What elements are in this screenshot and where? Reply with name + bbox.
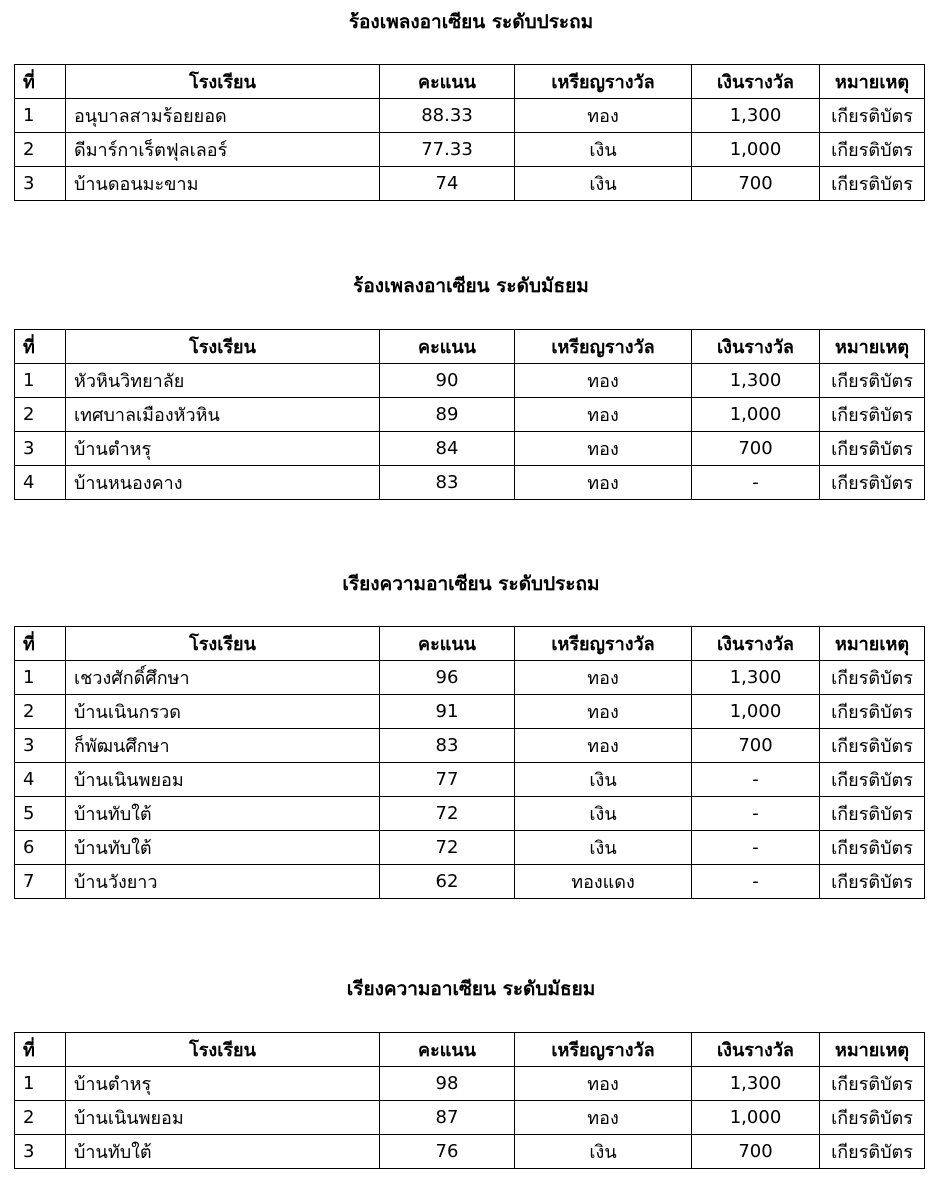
cell-score: 72 bbox=[380, 831, 515, 865]
table-row bbox=[15, 831, 925, 865]
cell-prize-money: 700 bbox=[692, 729, 820, 763]
cell-school: เทศบาลเมืองหัวหิน bbox=[66, 398, 380, 432]
cell-score: 96 bbox=[380, 661, 515, 695]
cell-score: 83 bbox=[380, 729, 515, 763]
cell-no: 3 bbox=[15, 1135, 66, 1169]
cell-note: เกียรติบัตร bbox=[820, 695, 925, 729]
cell-score: 87 bbox=[380, 1101, 515, 1135]
cell-note: เกียรติบัตร bbox=[820, 865, 925, 899]
cell-no: 1 bbox=[15, 1067, 66, 1101]
cell-no: 3 bbox=[15, 729, 66, 763]
table-row bbox=[15, 167, 925, 201]
cell-no: 3 bbox=[15, 167, 66, 201]
cell-prize-money: 700 bbox=[692, 167, 820, 201]
cell-score: 77.33 bbox=[380, 133, 515, 167]
cell-no: 2 bbox=[15, 133, 66, 167]
cell-school: อนุบาลสามร้อยยอด bbox=[66, 99, 380, 133]
header-medal: เหรียญรางวัล bbox=[515, 330, 692, 364]
cell-medal: ทอง bbox=[515, 364, 692, 398]
cell-prize-money: 1,000 bbox=[692, 133, 820, 167]
header-score: คะแนน bbox=[380, 1033, 515, 1067]
cell-no: 5 bbox=[15, 797, 66, 831]
cell-prize-money: - bbox=[692, 763, 820, 797]
cell-score: 77 bbox=[380, 763, 515, 797]
cell-note: เกียรติบัตร bbox=[820, 831, 925, 865]
cell-score: 72 bbox=[380, 797, 515, 831]
table-row bbox=[15, 466, 925, 500]
header-note: หมายเหตุ bbox=[820, 65, 925, 99]
cell-score: 91 bbox=[380, 695, 515, 729]
cell-note: เกียรติบัตร bbox=[820, 661, 925, 695]
cell-medal: ทอง bbox=[515, 398, 692, 432]
cell-school: ดีมาร์กาเร็ตฟุลเลอร์ bbox=[66, 133, 380, 167]
cell-school: บ้านดอนมะขาม bbox=[66, 167, 380, 201]
header-school: โรงเรียน bbox=[66, 65, 380, 99]
table-row bbox=[15, 398, 925, 432]
table-row bbox=[15, 133, 925, 167]
cell-prize-money: 1,000 bbox=[692, 1101, 820, 1135]
cell-prize-money: - bbox=[692, 831, 820, 865]
cell-medal: เงิน bbox=[515, 167, 692, 201]
header-note: หมายเหตุ bbox=[820, 330, 925, 364]
cell-prize-money: 1,300 bbox=[692, 364, 820, 398]
table-row bbox=[15, 763, 925, 797]
table-row bbox=[15, 797, 925, 831]
cell-note: เกียรติบัตร bbox=[820, 466, 925, 500]
cell-medal: ทอง bbox=[515, 729, 692, 763]
cell-medal: ทอง bbox=[515, 661, 692, 695]
cell-medal: ทอง bbox=[515, 1101, 692, 1135]
cell-no: 4 bbox=[15, 466, 66, 500]
cell-medal: ทอง bbox=[515, 432, 692, 466]
table-row bbox=[15, 1101, 925, 1135]
cell-prize-money: 1,000 bbox=[692, 695, 820, 729]
cell-note: เกียรติบัตร bbox=[820, 398, 925, 432]
cell-school: บ้านเนินพยอม bbox=[66, 763, 380, 797]
cell-school: บ้านวังยาว bbox=[66, 865, 380, 899]
header-score: คะแนน bbox=[380, 330, 515, 364]
cell-prize-money: 700 bbox=[692, 1135, 820, 1169]
header-prize-money: เงินรางวัล bbox=[692, 65, 820, 99]
cell-no: 1 bbox=[15, 364, 66, 398]
cell-score: 62 bbox=[380, 865, 515, 899]
cell-school: บ้านทับใต้ bbox=[66, 797, 380, 831]
section-title: ร้องเพลงอาเซียน ระดับประถม bbox=[348, 11, 594, 33]
cell-prize-money: 1,300 bbox=[692, 99, 820, 133]
header-prize-money: เงินรางวัล bbox=[692, 627, 820, 661]
cell-school: หัวหินวิทยาลัย bbox=[66, 364, 380, 398]
table-row bbox=[15, 661, 925, 695]
cell-score: 76 bbox=[380, 1135, 515, 1169]
header-no: ที่ bbox=[15, 330, 66, 364]
section-title: เรียงความอาเซียน ระดับประถม bbox=[342, 573, 600, 595]
table-header-row bbox=[15, 627, 925, 661]
cell-note: เกียรติบัตร bbox=[820, 797, 925, 831]
cell-score: 83 bbox=[380, 466, 515, 500]
cell-prize-money: - bbox=[692, 466, 820, 500]
results-table bbox=[14, 329, 925, 500]
cell-no: 2 bbox=[15, 695, 66, 729]
cell-score: 74 bbox=[380, 167, 515, 201]
cell-prize-money: 700 bbox=[692, 432, 820, 466]
results-table bbox=[14, 1032, 925, 1169]
cell-school: เชวงศักดิ์ศึกษา bbox=[66, 661, 380, 695]
results-table bbox=[14, 626, 925, 899]
header-medal: เหรียญรางวัล bbox=[515, 627, 692, 661]
cell-prize-money: 1,300 bbox=[692, 1067, 820, 1101]
section-title: ร้องเพลงอาเซียน ระดับมัธยม bbox=[353, 275, 589, 297]
header-no: ที่ bbox=[15, 1033, 66, 1067]
cell-school: บ้านตำหรุ bbox=[66, 432, 380, 466]
cell-note: เกียรติบัตร bbox=[820, 763, 925, 797]
cell-school: บ้านทับใต้ bbox=[66, 1135, 380, 1169]
cell-note: เกียรติบัตร bbox=[820, 364, 925, 398]
table-row bbox=[15, 364, 925, 398]
cell-score: 88.33 bbox=[380, 99, 515, 133]
table-row bbox=[15, 99, 925, 133]
cell-medal: ทองแดง bbox=[515, 865, 692, 899]
cell-no: 3 bbox=[15, 432, 66, 466]
header-school: โรงเรียน bbox=[66, 330, 380, 364]
cell-medal: เงิน bbox=[515, 133, 692, 167]
table-header-row bbox=[15, 330, 925, 364]
section-title: เรียงความอาเซียน ระดับมัธยม bbox=[346, 978, 596, 1000]
header-no: ที่ bbox=[15, 627, 66, 661]
table-row bbox=[15, 1135, 925, 1169]
header-no: ที่ bbox=[15, 65, 66, 99]
cell-note: เกียรติบัตร bbox=[820, 99, 925, 133]
cell-prize-money: 1,300 bbox=[692, 661, 820, 695]
cell-score: 98 bbox=[380, 1067, 515, 1101]
header-school: โรงเรียน bbox=[66, 1033, 380, 1067]
cell-medal: ทอง bbox=[515, 466, 692, 500]
header-note: หมายเหตุ bbox=[820, 1033, 925, 1067]
header-prize-money: เงินรางวัล bbox=[692, 330, 820, 364]
table-row bbox=[15, 865, 925, 899]
cell-medal: เงิน bbox=[515, 831, 692, 865]
header-score: คะแนน bbox=[380, 627, 515, 661]
cell-no: 1 bbox=[15, 661, 66, 695]
cell-no: 2 bbox=[15, 398, 66, 432]
cell-note: เกียรติบัตร bbox=[820, 432, 925, 466]
cell-no: 1 bbox=[15, 99, 66, 133]
header-note: หมายเหตุ bbox=[820, 627, 925, 661]
table-row bbox=[15, 729, 925, 763]
cell-school: บ้านหนองคาง bbox=[66, 466, 380, 500]
cell-note: เกียรติบัตร bbox=[820, 133, 925, 167]
cell-medal: เงิน bbox=[515, 763, 692, 797]
cell-note: เกียรติบัตร bbox=[820, 1101, 925, 1135]
cell-note: เกียรติบัตร bbox=[820, 167, 925, 201]
table-row bbox=[15, 695, 925, 729]
header-prize-money: เงินรางวัล bbox=[692, 1033, 820, 1067]
cell-score: 90 bbox=[380, 364, 515, 398]
header-medal: เหรียญรางวัล bbox=[515, 65, 692, 99]
cell-school: บ้านตำหรุ bbox=[66, 1067, 380, 1101]
cell-prize-money: 1,000 bbox=[692, 398, 820, 432]
table-row bbox=[15, 1067, 925, 1101]
cell-school: บ้านเนินพยอม bbox=[66, 1101, 380, 1135]
cell-prize-money: - bbox=[692, 797, 820, 831]
cell-no: 4 bbox=[15, 763, 66, 797]
table-header-row bbox=[15, 1033, 925, 1067]
cell-medal: ทอง bbox=[515, 1067, 692, 1101]
cell-note: เกียรติบัตร bbox=[820, 1067, 925, 1101]
cell-medal: เงิน bbox=[515, 1135, 692, 1169]
table-row bbox=[15, 432, 925, 466]
results-table bbox=[14, 64, 925, 201]
header-medal: เหรียญรางวัล bbox=[515, 1033, 692, 1067]
header-score: คะแนน bbox=[380, 65, 515, 99]
cell-medal: เงิน bbox=[515, 797, 692, 831]
cell-score: 84 bbox=[380, 432, 515, 466]
header-school: โรงเรียน bbox=[66, 627, 380, 661]
cell-medal: ทอง bbox=[515, 99, 692, 133]
cell-school: บ้านเนินกรวด bbox=[66, 695, 380, 729]
cell-prize-money: - bbox=[692, 865, 820, 899]
cell-school: บ้านทับใต้ bbox=[66, 831, 380, 865]
table-header-row bbox=[15, 65, 925, 99]
cell-note: เกียรติบัตร bbox=[820, 1135, 925, 1169]
cell-note: เกียรติบัตร bbox=[820, 729, 925, 763]
cell-score: 89 bbox=[380, 398, 515, 432]
cell-no: 7 bbox=[15, 865, 66, 899]
cell-medal: ทอง bbox=[515, 695, 692, 729]
cell-no: 2 bbox=[15, 1101, 66, 1135]
cell-school: ก็พัฒนศึกษา bbox=[66, 729, 380, 763]
cell-no: 6 bbox=[15, 831, 66, 865]
